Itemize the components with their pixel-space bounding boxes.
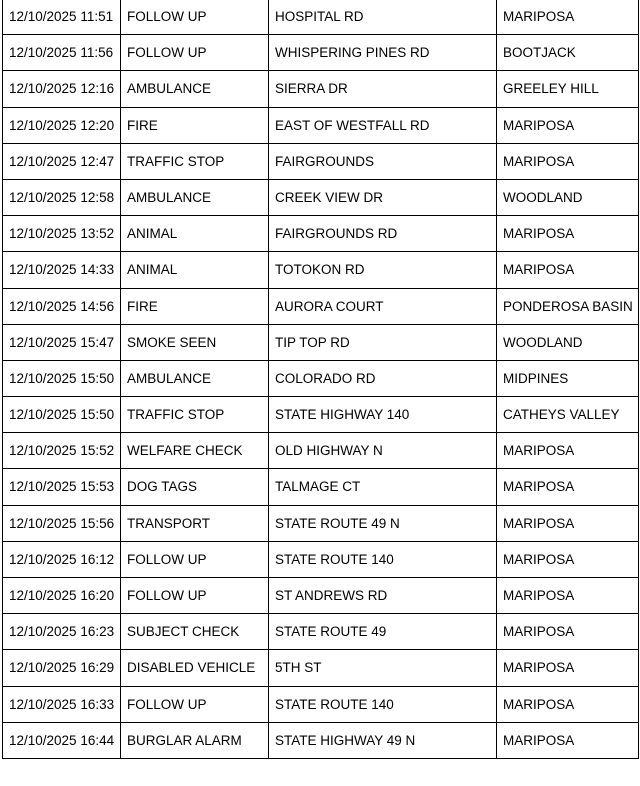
call-type-cell: FOLLOW UP	[121, 35, 269, 71]
location-cell: STATE ROUTE 140	[269, 541, 497, 577]
area-cell: MARIPOSA	[497, 252, 639, 288]
call-type-cell: AMBULANCE	[121, 360, 269, 396]
location-cell: TALMAGE CT	[269, 469, 497, 505]
area-cell: MARIPOSA	[497, 0, 639, 35]
area-cell: PONDEROSA BASIN	[497, 288, 639, 324]
datetime-cell: 12/10/2025 16:33	[3, 686, 121, 722]
table-row	[3, 0, 639, 35]
call-type-cell: FOLLOW UP	[121, 686, 269, 722]
datetime-cell: 12/10/2025 16:23	[3, 614, 121, 650]
table-row	[3, 433, 639, 469]
table-row	[3, 686, 639, 722]
location-cell: EAST OF WESTFALL RD	[269, 107, 497, 143]
datetime-cell: 12/10/2025 16:29	[3, 650, 121, 686]
location-cell: FAIRGROUNDS RD	[269, 216, 497, 252]
location-cell: FAIRGROUNDS	[269, 143, 497, 179]
table-row	[3, 288, 639, 324]
location-cell: 5TH ST	[269, 650, 497, 686]
location-cell: CREEK VIEW DR	[269, 179, 497, 215]
datetime-cell: 12/10/2025 13:52	[3, 216, 121, 252]
area-cell: BOOTJACK	[497, 35, 639, 71]
table-row	[3, 360, 639, 396]
datetime-cell: 12/10/2025 16:12	[3, 541, 121, 577]
call-type-cell: BURGLAR ALARM	[121, 722, 269, 758]
location-cell: COLORADO RD	[269, 360, 497, 396]
call-type-cell: TRAFFIC STOP	[121, 143, 269, 179]
area-cell: MARIPOSA	[497, 541, 639, 577]
location-cell: STATE ROUTE 140	[269, 686, 497, 722]
datetime-cell: 12/10/2025 12:16	[3, 71, 121, 107]
table-row	[3, 650, 639, 686]
call-type-cell: FIRE	[121, 107, 269, 143]
call-type-cell: WELFARE CHECK	[121, 433, 269, 469]
area-cell: MARIPOSA	[497, 143, 639, 179]
datetime-cell: 12/10/2025 12:47	[3, 143, 121, 179]
location-cell: TOTOKON RD	[269, 252, 497, 288]
table-row	[3, 35, 639, 71]
datetime-cell: 12/10/2025 15:50	[3, 360, 121, 396]
location-cell: SIERRA DR	[269, 71, 497, 107]
datetime-cell: 12/10/2025 15:50	[3, 397, 121, 433]
location-cell: ST ANDREWS RD	[269, 578, 497, 614]
area-cell: WOODLAND	[497, 179, 639, 215]
area-cell: MARIPOSA	[497, 469, 639, 505]
call-type-cell: FOLLOW UP	[121, 541, 269, 577]
datetime-cell: 12/10/2025 15:52	[3, 433, 121, 469]
datetime-cell: 12/10/2025 15:56	[3, 505, 121, 541]
table-row	[3, 614, 639, 650]
call-log-table	[2, 0, 639, 759]
area-cell: WOODLAND	[497, 324, 639, 360]
location-cell: STATE ROUTE 49	[269, 614, 497, 650]
location-cell: AURORA COURT	[269, 288, 497, 324]
call-type-cell: ANIMAL	[121, 252, 269, 288]
area-cell: MARIPOSA	[497, 505, 639, 541]
call-type-cell: AMBULANCE	[121, 179, 269, 215]
location-cell: OLD HIGHWAY N	[269, 433, 497, 469]
table-row	[3, 505, 639, 541]
call-type-cell: SUBJECT CHECK	[121, 614, 269, 650]
area-cell: MARIPOSA	[497, 686, 639, 722]
datetime-cell: 12/10/2025 14:56	[3, 288, 121, 324]
table-row	[3, 71, 639, 107]
call-type-cell: DOG TAGS	[121, 469, 269, 505]
location-cell: WHISPERING PINES RD	[269, 35, 497, 71]
location-cell: STATE HIGHWAY 49 N	[269, 722, 497, 758]
table-row	[3, 252, 639, 288]
call-type-cell: DISABLED VEHICLE	[121, 650, 269, 686]
call-type-cell: FOLLOW UP	[121, 578, 269, 614]
datetime-cell: 12/10/2025 12:58	[3, 179, 121, 215]
datetime-cell: 12/10/2025 15:47	[3, 324, 121, 360]
table-row	[3, 578, 639, 614]
datetime-cell: 12/10/2025 12:20	[3, 107, 121, 143]
area-cell: MARIPOSA	[497, 650, 639, 686]
area-cell: MARIPOSA	[497, 722, 639, 758]
table-row	[3, 541, 639, 577]
table-row	[3, 469, 639, 505]
call-type-cell: FIRE	[121, 288, 269, 324]
area-cell: MARIPOSA	[497, 216, 639, 252]
table-row	[3, 216, 639, 252]
location-cell: STATE HIGHWAY 140	[269, 397, 497, 433]
datetime-cell: 12/10/2025 14:33	[3, 252, 121, 288]
table-row	[3, 107, 639, 143]
datetime-cell: 12/10/2025 11:51	[3, 0, 121, 35]
area-cell: MARIPOSA	[497, 614, 639, 650]
location-cell: HOSPITAL RD	[269, 0, 497, 35]
call-type-cell: TRAFFIC STOP	[121, 397, 269, 433]
table-row	[3, 397, 639, 433]
area-cell: GREELEY HILL	[497, 71, 639, 107]
area-cell: CATHEYS VALLEY	[497, 397, 639, 433]
datetime-cell: 12/10/2025 15:53	[3, 469, 121, 505]
table-row	[3, 324, 639, 360]
datetime-cell: 12/10/2025 11:56	[3, 35, 121, 71]
datetime-cell: 12/10/2025 16:44	[3, 722, 121, 758]
location-cell: TIP TOP RD	[269, 324, 497, 360]
area-cell: MARIPOSA	[497, 433, 639, 469]
area-cell: MARIPOSA	[497, 107, 639, 143]
call-type-cell: FOLLOW UP	[121, 0, 269, 35]
call-log-body	[3, 0, 639, 758]
call-type-cell: AMBULANCE	[121, 71, 269, 107]
table-row	[3, 722, 639, 758]
area-cell: MARIPOSA	[497, 578, 639, 614]
location-cell: STATE ROUTE 49 N	[269, 505, 497, 541]
area-cell: MIDPINES	[497, 360, 639, 396]
datetime-cell: 12/10/2025 16:20	[3, 578, 121, 614]
call-type-cell: SMOKE SEEN	[121, 324, 269, 360]
table-row	[3, 143, 639, 179]
call-type-cell: ANIMAL	[121, 216, 269, 252]
call-type-cell: TRANSPORT	[121, 505, 269, 541]
table-row	[3, 179, 639, 215]
